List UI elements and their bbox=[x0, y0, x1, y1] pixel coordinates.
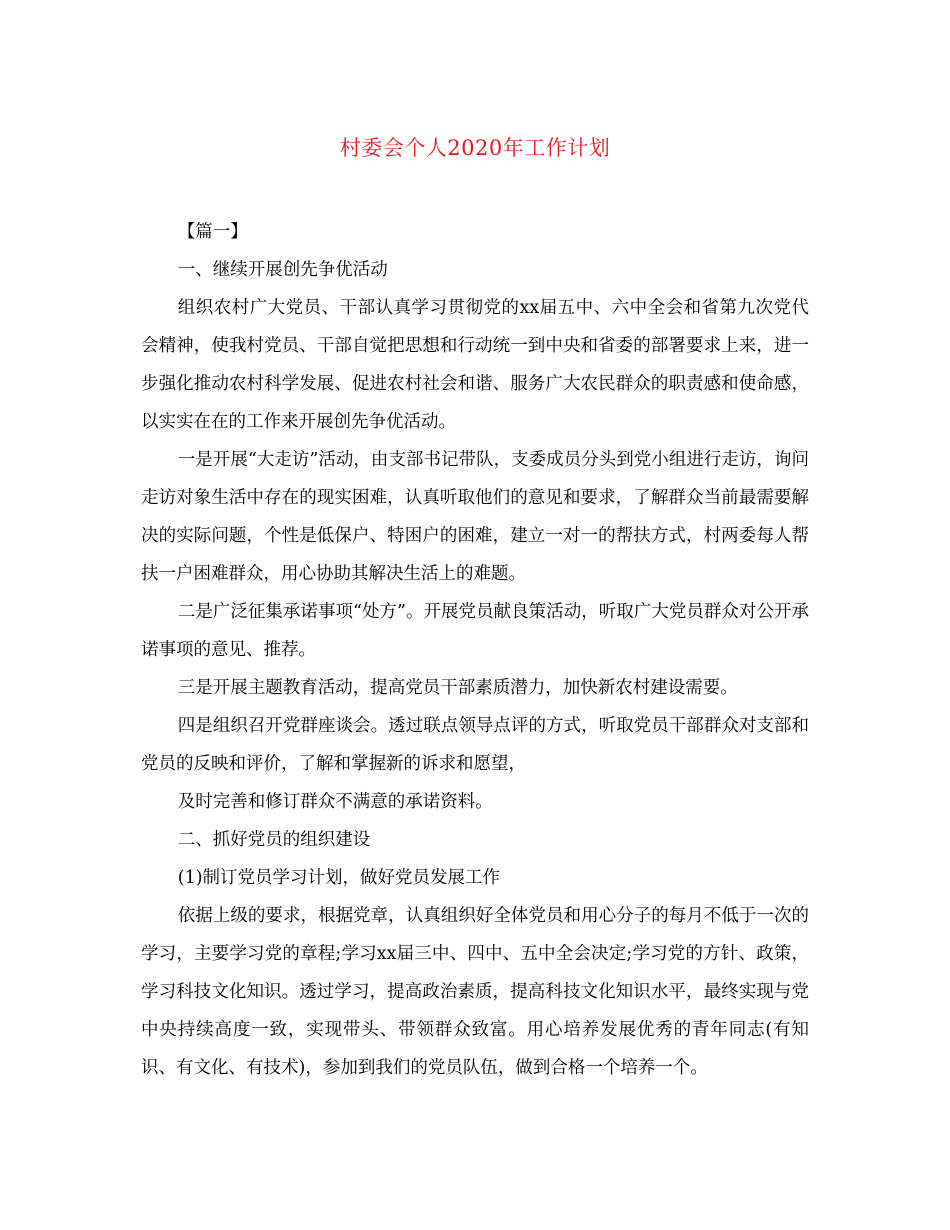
section-heading: 二、抓好党员的组织建设 bbox=[177, 830, 371, 850]
body-paragraph: 依据上级的要求，根据党章，认真组织好全体党员和用心分子的每月不低于一次的学习，主要学习党的章程;学习xx届三中、四中、五中全会决定;学习党的方针、政策，学习科技文化知识。透过学习，提高政治素质，提高科技文化知识水平，最终实现与党中央持续高度一致，实现带头、带领群众致富。用心培养发展优秀的青年同志(有知识、有文化、有技术)，参加到我们的党员队伍，做到合格一个培养一个。 bbox=[141, 906, 809, 1078]
body-paragraph: 三是开展主题教育活动，提高党员干部素质潜力，加快新农村建设需要。 bbox=[177, 678, 738, 698]
document-title: 村委会个人2020年工作计划 bbox=[339, 136, 611, 160]
section-heading: 一、继续开展创先争优活动 bbox=[177, 260, 388, 280]
body-paragraph: 及时完善和修订群众不满意的承诺资料。 bbox=[177, 792, 493, 812]
body-paragraph: 组织农村广大党员、干部认真学习贯彻党的xx届五中、六中全会和省第九次党代会精神，使我村党员、干部自觉把思想和行动统一到中央和省委的部署要求上来，进一步强化推动农村科学发展、促进农村社会和谐、服务广大农民群众的职责感和使命感，以实实在在的工作来开展创先争优活动。 bbox=[141, 298, 809, 432]
body-paragraph: 一是开展“大走访”活动，由支部书记带队，支委成员分头到党小组进行走访，询问走访对象生活中存在的现实困难，认真听取他们的意见和要求，了解群众当前最需要解决的实际问题，个性是低保户、特困户的困难，建立一对一的帮扶方式，村两委每人帮扶一户困难群众，用心协助其解决生活上的难题。 bbox=[141, 450, 809, 584]
document-body bbox=[141, 213, 809, 1087]
body-paragraph: 二是广泛征集承诺事项“处方”。开展党员献良策活动，听取广大党员群众对公开承诺事项的意见、推荐。 bbox=[141, 602, 809, 660]
subsection-heading: (1)制订党员学习计划，做好党员发展工作 bbox=[177, 868, 501, 888]
section-label: 【篇一】 bbox=[177, 222, 248, 242]
body-paragraph: 四是组织召开党群座谈会。透过联点领导点评的方式，听取党员干部群众对支部和党员的反映和评价，了解和掌握新的诉求和愿望， bbox=[141, 716, 809, 774]
